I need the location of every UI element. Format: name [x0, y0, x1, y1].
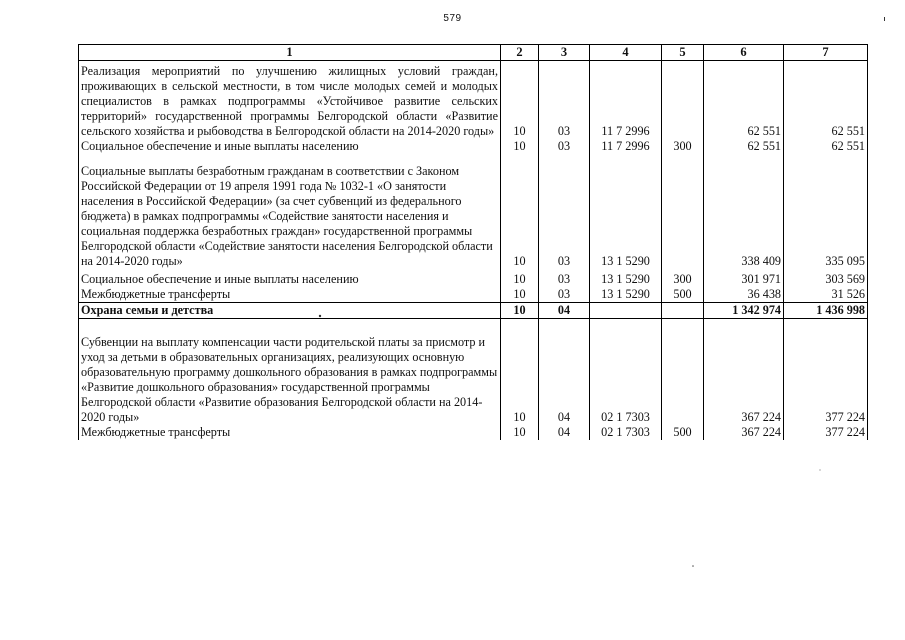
cell-section: 10: [501, 269, 539, 287]
cell-expense-type: 500: [662, 425, 704, 440]
row-name: Социальное обеспечение и иные выплаты населению: [79, 139, 501, 154]
cell-subsection: 04: [539, 303, 590, 319]
cell-section: 10: [501, 425, 539, 440]
cell-expense-type: 500: [662, 287, 704, 303]
page-number: 579: [443, 13, 462, 24]
cell-target-item: 02 1 7303: [590, 319, 662, 426]
cell-section: 10: [501, 154, 539, 269]
table-row: [79, 139, 868, 154]
cell-section: 10: [501, 287, 539, 303]
scan-speck: [692, 565, 694, 567]
cell-section: 10: [501, 61, 539, 140]
cell-amount-1: 1 342 974: [704, 303, 784, 319]
column-header: 1: [79, 45, 501, 61]
cell-amount-1: 62 551: [704, 139, 784, 154]
cell-subsection: 03: [539, 269, 590, 287]
cell-target-item: 13 1 5290: [590, 269, 662, 287]
cell-target-item: 11 7 2996: [590, 139, 662, 154]
cell-target-item: [590, 303, 662, 319]
cell-subsection: 04: [539, 319, 590, 426]
row-name: Охрана семьи и детства: [79, 303, 501, 319]
cell-subsection: 03: [539, 139, 590, 154]
cell-expense-type: [662, 303, 704, 319]
column-header: 6: [704, 45, 784, 61]
cell-amount-2: 377 224: [784, 425, 868, 440]
table-row: [79, 287, 868, 303]
table-row: [79, 269, 868, 287]
column-header: 3: [539, 45, 590, 61]
cell-amount-2: 1 436 998: [784, 303, 868, 319]
cell-section: 10: [501, 303, 539, 319]
cell-amount-2: 62 551: [784, 61, 868, 140]
cell-expense-type: [662, 319, 704, 426]
row-name: Межбюджетные трансферты: [79, 425, 501, 440]
row-name: Межбюджетные трансферты: [79, 287, 501, 303]
row-name: Реализация мероприятий по улучшению жилищных условий граждан, проживающих в сельской местности, в том числе молодых семей и молодых специалистов в рамках подпрограммы «Устойчивое развитие сельских территорий» государственной программы Белгородской области «Развитие сельского хозяйства и рыбоводства в Белгородской области на 2014-2020 годы»: [79, 61, 501, 140]
cell-expense-type: 300: [662, 269, 704, 287]
cell-subsection: 03: [539, 287, 590, 303]
cell-subsection: 04: [539, 425, 590, 440]
budget-table: [78, 44, 868, 440]
cell-expense-type: [662, 154, 704, 269]
table-row: [79, 61, 868, 140]
column-header: 4: [590, 45, 662, 61]
table-row: [79, 319, 868, 426]
cell-target-item: 13 1 5290: [590, 154, 662, 269]
column-header: 2: [501, 45, 539, 61]
cell-amount-2: 335 095: [784, 154, 868, 269]
column-header: 5: [662, 45, 704, 61]
table-row: [79, 425, 868, 440]
table-row-section-total: [79, 303, 868, 319]
cell-amount-2: 377 224: [784, 319, 868, 426]
row-name: Социальные выплаты безработным гражданам в соответствии с Законом Российской Федерации от 19 апреля 1991 года № 1032-1 «О занятости населения в Российской Федерации» (за счет субвенций из федерального бюджета) в рамках подпрограммы «Содействие занятости населения и социальная поддержка безработных граждан» государственной программы Белгородской области «Содействие занятости населения Белгородской области на 2014-2020 годы»: [79, 154, 501, 269]
cell-amount-1: 62 551: [704, 61, 784, 140]
cell-section: 10: [501, 139, 539, 154]
cell-target-item: 13 1 5290: [590, 287, 662, 303]
cell-amount-1: 36 438: [704, 287, 784, 303]
cell-amount-1: 301 971: [704, 269, 784, 287]
cell-subsection: 03: [539, 154, 590, 269]
cell-target-item: 11 7 2996: [590, 61, 662, 140]
cell-amount-2: 303 569: [784, 269, 868, 287]
cell-amount-1: 367 224: [704, 319, 784, 426]
cell-section: 10: [501, 319, 539, 426]
cell-target-item: 02 1 7303: [590, 425, 662, 440]
scan-speck: [819, 469, 820, 470]
cell-amount-1: 367 224: [704, 425, 784, 440]
cell-amount-1: 338 409: [704, 154, 784, 269]
cell-amount-2: 31 526: [784, 287, 868, 303]
table-header-row: [79, 45, 868, 61]
table-row: [79, 154, 868, 269]
cell-expense-type: 300: [662, 139, 704, 154]
cell-subsection: 03: [539, 61, 590, 140]
cell-amount-2: 62 551: [784, 139, 868, 154]
column-header: 7: [784, 45, 868, 61]
row-name: Социальное обеспечение и иные выплаты населению: [79, 269, 501, 287]
row-name: Субвенции на выплату компенсации части родительской платы за присмотр и уход за детьми в образовательных организациях, реализующих основную образовательную программу дошкольного образования в рамках подпрограммы «Развитие дошкольного образования» государственной программы Белгородской области «Развитие образования Белгородской области на 2014-2020 годы»: [79, 319, 501, 426]
cell-expense-type: [662, 61, 704, 140]
